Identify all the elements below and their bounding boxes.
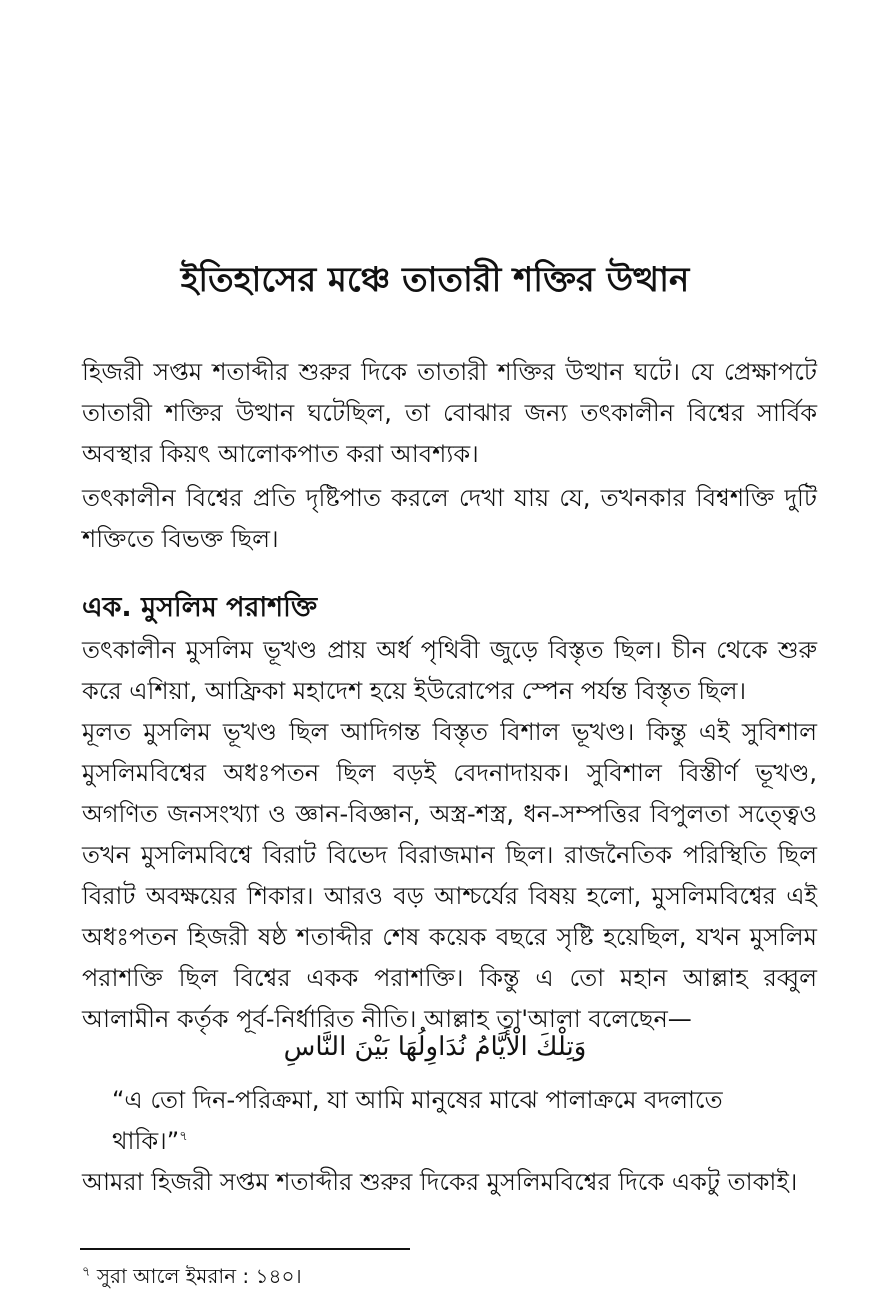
arabic-verse: وَتِلْكَ الْأَيَّامُ نُدَاوِلُهَا بَيْنَ النَّاسِ xyxy=(283,1032,587,1062)
footnote-text: সুরা আলে ইমরান : ১৪০। xyxy=(96,1264,302,1288)
footnote-marker: ৭ xyxy=(82,1264,91,1280)
paragraph-intro: হিজরী সপ্তম শতাব্দীর শুরুর দিকে তাতারী শক্তির উত্থান ঘটে। যে প্রেক্ষাপটে তাতারী শক্তির উত্থান ঘটেছিল, তা বোঝার জন্য তৎকালীন বিশ্বের সার্বিক অবস্থার কিয়ৎ আলোকপাত করা আবশ্যক। xyxy=(82,358,817,468)
footnote-divider xyxy=(80,1248,410,1250)
paragraph-world-powers: তৎকালীন বিশ্বের প্রতি দৃষ্টিপাত করলে দেখা যায় যে, তখনকার বিশ্বশক্তি দুটি শক্তিতে বিভক্ত ছিল। xyxy=(82,484,817,553)
paragraph-muslim-land: তৎকালীন মুসলিম ভূখণ্ড প্রায় অর্ধ পৃথিবী জুড়ে বিস্তৃত ছিল। চীন থেকে শুরু করে এশিয়া, আফ্রিকা মহাদেশ হয়ে ইউরোপের স্পেন পর্যন্ত বিস্তৃত ছিল। xyxy=(82,636,817,705)
quote-translation xyxy=(112,1080,792,1162)
paragraph-decline: মূলত মুসলিম ভূখণ্ড ছিল আদিগন্ত বিস্তৃত বিশাল ভূখণ্ড। কিন্তু এই সুবিশাল মুসলিমবিশ্বের অধঃপতন ছিল বড়ই বেদনাদায়ক। সুবিশাল বিস্তীর্ণ ভূখণ্ড, অগণিত জনসংখ্যা ও জ্ঞান-বিজ্ঞান, অস্ত্র-শস্ত্র, ধন-সম্পত্তির বিপুলতা সত্ত্বেও তখন মুসলিমবিশ্বে বিরাট বিভেদ বিরাজমান ছিল। রাজনৈতিক পরিস্থিতি ছিল বিরাট অবক্ষয়ের শিকার। আরও বড় আশ্চর্যের বিষয় হলো, মুসলিমবিশ্বের এই অধঃপতন হিজরী ষষ্ঠ শতাব্দীর শেষ কয়েক বছরে সৃষ্টি হয়েছিল, যখন মুসলিম পরাশক্তি ছিল বিশ্বের একক পরাশক্তি। কিন্তু এ তো মহান আল্লাহ রব্বুল আলামীন কর্তৃক পূর্ব-নির্ধারিত নীতি। আল্লাহ তা'আলা বলেছেন— xyxy=(82,718,817,1033)
footnote xyxy=(82,1262,302,1290)
paragraph-conclusion: আমরা হিজরী সপ্তম শতাব্দীর শুরুর দিকের মুসলিমবিশ্বের দিকে একটু তাকাই। xyxy=(82,1168,798,1196)
quote-footnote-ref: ৭ xyxy=(179,1129,188,1144)
page-title: ইতিহাসের মঞ্চে তাতারী শক্তির উত্থান xyxy=(180,260,690,300)
quote-text: “এ তো দিন-পরিক্রমা, যা আমি মানুষের মাঝে পালাক্রমে বদলাতে থাকি।” xyxy=(112,1086,723,1155)
section-heading: এক. মুসলিম পরাশক্তি xyxy=(82,592,318,623)
